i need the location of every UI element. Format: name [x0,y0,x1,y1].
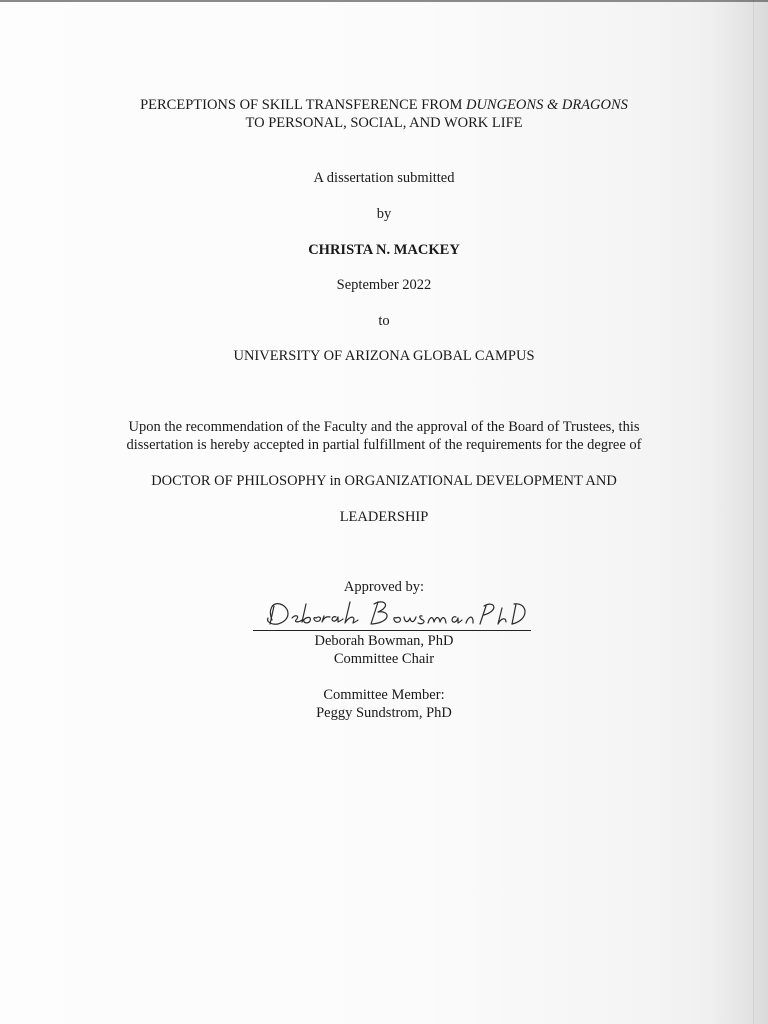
scan-top-edge [0,0,768,2]
member-label: Committee Member: [323,687,445,703]
member-name: Peggy Sundstrom, PhD [316,705,452,721]
submission-statement: A dissertation submitted [313,170,455,186]
title-prefix: PERCEPTIONS OF SKILL TRANSFERENCE FROM [140,97,466,113]
chair-role: Committee Chair [333,651,435,667]
title-italic: DUNGEONS & DRAGONS [465,97,628,113]
acceptance-line-1: Upon the recommendation of the Faculty and the approval of the Board of Trustees, this [128,419,640,435]
approved-by-label: Approved by: [343,579,425,595]
to-label: to [378,313,390,329]
title-line-1 [0,96,768,114]
title-line-2: TO PERSONAL, SOCIAL, AND WORK LIFE [245,115,523,131]
chair-name: Deborah Bowman, PhD [314,633,454,649]
signature-image [250,580,540,640]
submission-date: September 2022 [336,277,432,293]
institution-name: UNIVERSITY OF ARIZONA GLOBAL CAMPUS [233,348,535,364]
acceptance-line-2: dissertation is hereby accepted in partial fulfillment of the requirements for the degree of [126,437,642,453]
signature-line [253,630,531,631]
by-label: by [376,206,392,222]
degree-line-1: DOCTOR OF PHILOSOPHY in ORGANIZATIONAL DEVELOPMENT AND [151,473,617,489]
author-name: CHRISTA N. MACKEY [308,242,460,258]
degree-line-2: LEADERSHIP [339,509,429,525]
